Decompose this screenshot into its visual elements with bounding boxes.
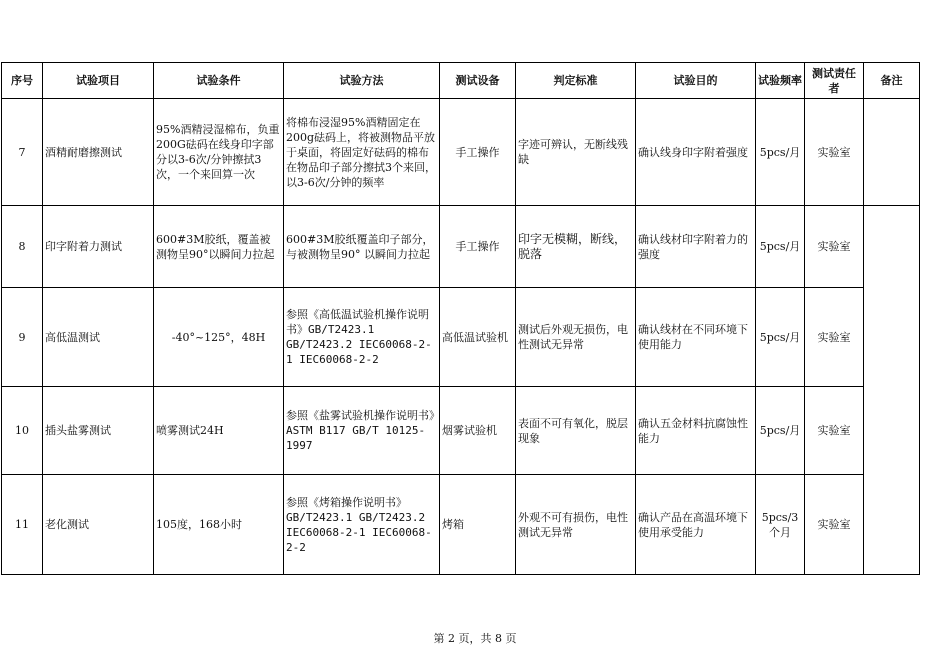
table-row (2, 387, 920, 475)
cell-criteria: 外观不可有损伤，电性测试无异常 (516, 475, 636, 575)
header-remark: 备注 (864, 63, 920, 99)
header-no: 序号 (2, 63, 43, 99)
header-item: 试验项目 (43, 63, 154, 99)
cell-owner: 实验室 (805, 387, 864, 475)
cell-no: 9 (2, 288, 43, 387)
cell-criteria: 表面不可有氧化，脱层现象 (516, 387, 636, 475)
cell-method: 参照《高低温试验机操作说明书》GB/T2423.1 GB/T2423.2 IEC60068-2-1 IEC60068-2-2 (284, 288, 440, 387)
cell-equipment: 烟雾试验机 (440, 387, 516, 475)
table-row (2, 206, 920, 288)
header-criteria: 判定标准 (516, 63, 636, 99)
cell-frequency: 5pcs/月 (756, 387, 805, 475)
cell-method: 参照《盐雾试验机操作说明书》ASTM B117 GB/T 10125-1997 (284, 387, 440, 475)
cell-purpose: 确认线材印字附着力的强度 (636, 206, 756, 288)
cell-condition: 95%酒精浸湿棉布，负重200G砝码在线身印字部分以3-6次/分钟擦拭3次，一个来回算一次 (154, 99, 284, 206)
cell-item: 高低温测试 (43, 288, 154, 387)
table-row (2, 288, 920, 387)
cell-item: 老化测试 (43, 475, 154, 575)
cell-purpose: 确认五金材料抗腐蚀性能力 (636, 387, 756, 475)
cell-remark (864, 206, 920, 575)
cell-owner: 实验室 (805, 99, 864, 206)
header-row (2, 63, 920, 99)
header-owner: 测试责任者 (805, 63, 864, 99)
cell-condition: 105度，168小时 (154, 475, 284, 575)
header-equipment: 测试设备 (440, 63, 516, 99)
cell-frequency: 5pcs/月 (756, 99, 805, 206)
cell-remark (864, 99, 920, 206)
table-row (2, 475, 920, 575)
cell-equipment: 高低温试验机 (440, 288, 516, 387)
header-purpose: 试验目的 (636, 63, 756, 99)
cell-frequency: 5pcs/月 (756, 288, 805, 387)
page-footer: 第 2 页，共 8 页 (433, 632, 517, 645)
cell-owner: 实验室 (805, 206, 864, 288)
cell-method: 600#3M胶纸覆盖印子部分，与被测物呈90° 以瞬间力拉起 (284, 206, 440, 288)
cell-condition: -40°~125°，48H (154, 288, 284, 387)
cell-no: 10 (2, 387, 43, 475)
cell-equipment: 手工操作 (440, 99, 516, 206)
test-spec-table (1, 62, 920, 575)
cell-purpose: 确认线材在不同环境下使用能力 (636, 288, 756, 387)
cell-frequency: 5pcs/月 (756, 206, 805, 288)
cell-condition: 喷雾测试24H (154, 387, 284, 475)
cell-criteria: 字迹可辨认，无断线残缺 (516, 99, 636, 206)
header-method: 试验方法 (284, 63, 440, 99)
cell-criteria: 测试后外观无损伤，电性测试无异常 (516, 288, 636, 387)
cell-method: 参照《烤箱操作说明书》GB/T2423.1 GB/T2423.2 IEC60068-2-1 IEC60068-2-2 (284, 475, 440, 575)
cell-item: 酒精耐磨擦测试 (43, 99, 154, 206)
cell-item: 印字附着力测试 (43, 206, 154, 288)
cell-frequency: 5pcs/3个月 (756, 475, 805, 575)
cell-condition: 600#3M胶纸，覆盖被测物呈90°以瞬间力拉起 (154, 206, 284, 288)
cell-criteria: 印字无模糊，断线，脱落 (516, 206, 636, 288)
cell-no: 11 (2, 475, 43, 575)
cell-purpose: 确认产品在高温环境下使用承受能力 (636, 475, 756, 575)
cell-equipment: 手工操作 (440, 206, 516, 288)
cell-equipment: 烤箱 (440, 475, 516, 575)
table-row (2, 99, 920, 206)
header-frequency: 试验频率 (756, 63, 805, 99)
cell-owner: 实验室 (805, 288, 864, 387)
cell-no: 8 (2, 206, 43, 288)
cell-item: 插头盐雾测试 (43, 387, 154, 475)
header-condition: 试验条件 (154, 63, 284, 99)
cell-purpose: 确认线身印字附着强度 (636, 99, 756, 206)
cell-method: 将棉布浸湿95%酒精固定在200g砝码上，将被测物品平放于桌面，将固定好砝码的棉布在物品印子部分擦拭3个来回，以3-6次/分钟的频率 (284, 99, 440, 206)
cell-no: 7 (2, 99, 43, 206)
cell-owner: 实验室 (805, 475, 864, 575)
